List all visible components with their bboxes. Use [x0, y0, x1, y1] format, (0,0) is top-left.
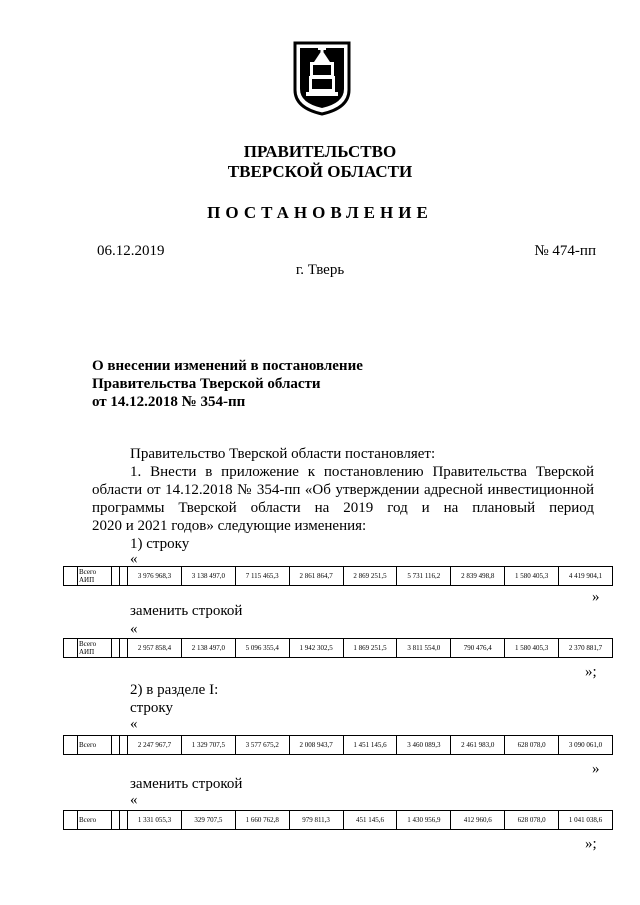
table-cell — [120, 811, 128, 830]
document-city: г. Тверь — [295, 262, 345, 278]
paragraph-line: области от 14.12.2018 № 354-пп «Об утверждении адресной инвестиционной — [92, 482, 594, 498]
table-cell: 1 660 762,8 — [235, 811, 289, 830]
table-cell: 3 138 497,0 — [181, 567, 235, 586]
table-cell: 4 419 904,1 — [559, 567, 613, 586]
table-cell: 1 580 405,3 — [505, 639, 559, 658]
table-cell: 2 861 864,7 — [289, 567, 343, 586]
replace-label: заменить строкой — [130, 603, 243, 619]
table-cell: 5 096 355,4 — [235, 639, 289, 658]
table-cell: 2 461 983,0 — [451, 736, 505, 755]
government-title-line2: ТВЕРСКОЙ ОБЛАСТИ — [227, 162, 413, 181]
table-cell: 1 041 038,6 — [559, 811, 613, 830]
table-cell-label: Всего — [78, 811, 112, 830]
table-cell-label: Всего — [78, 736, 112, 755]
table-cell: 2 839 498,8 — [451, 567, 505, 586]
document-type-title: ПОСТАНОВЛЕНИЕ — [207, 203, 433, 222]
government-title-line1: ПРАВИТЕЛЬСТВО — [243, 142, 397, 161]
table-cell: 451 145,6 — [343, 811, 397, 830]
table-cell: 2 869 251,5 — [343, 567, 397, 586]
item-1-label: 1) строку — [130, 536, 190, 552]
table-cell: 2 247 967,7 — [128, 736, 182, 755]
table-cell: 2 370 881,7 — [559, 639, 613, 658]
table-cell: 3 976 968,3 — [128, 567, 182, 586]
table-cell — [112, 811, 120, 830]
replace-label: заменить строкой — [130, 776, 243, 792]
subject-line: Правительства Тверской области — [92, 376, 321, 392]
table-cell — [112, 736, 120, 755]
table-cell: 412 960,6 — [451, 811, 505, 830]
table-cell: 1 329 707,5 — [181, 736, 235, 755]
item-2-row-label: строку — [130, 700, 173, 716]
table-cell: 329 707,5 — [181, 811, 235, 830]
table-cell: 1 331 055,3 — [128, 811, 182, 830]
table-cell — [120, 736, 128, 755]
table-row — [63, 735, 613, 755]
close-quote: » — [592, 589, 600, 605]
table-cell: 1 430 956,9 — [397, 811, 451, 830]
table-cell — [112, 639, 120, 658]
table-cell — [120, 567, 128, 586]
table-cell — [64, 736, 78, 755]
open-quote: « — [130, 792, 138, 808]
paragraph-line: 1. Внести в приложение к постановлению Правительства Тверской — [130, 464, 594, 480]
table-row — [63, 566, 613, 586]
table-cell — [64, 811, 78, 830]
table-cell-label: Всего АИП — [78, 639, 112, 658]
table-cell: 2 008 943,7 — [289, 736, 343, 755]
open-quote: « — [130, 716, 138, 732]
table-cell — [64, 639, 78, 658]
table-cell: 1 580 405,3 — [505, 567, 559, 586]
table-row — [63, 810, 613, 830]
table-cell: 1 869 251,5 — [343, 639, 397, 658]
document-date: 06.12.2019 — [97, 243, 165, 259]
table-cell: 628 078,0 — [505, 811, 559, 830]
open-quote: « — [130, 551, 138, 567]
table-cell: 2 957 858,4 — [128, 639, 182, 658]
table-cell: 2 138 497,0 — [181, 639, 235, 658]
table-cell: 1 451 145,6 — [343, 736, 397, 755]
subject-line: О внесении изменений в постановление — [92, 358, 363, 374]
table-cell — [64, 567, 78, 586]
intro-paragraph: Правительство Тверской области постановляет: — [130, 446, 436, 462]
close-quote-semicolon: »; — [585, 664, 597, 680]
table-row — [63, 638, 613, 658]
table-cell: 1 942 302,5 — [289, 639, 343, 658]
table-cell: 3 577 675,2 — [235, 736, 289, 755]
open-quote: « — [130, 621, 138, 637]
close-quote: » — [592, 761, 600, 777]
table-cell — [112, 567, 120, 586]
table-cell: 3 090 061,0 — [559, 736, 613, 755]
table-cell: 628 078,0 — [505, 736, 559, 755]
document-number: № 474-пп — [534, 243, 596, 259]
table-cell: 5 731 116,2 — [397, 567, 451, 586]
table-cell: 3 811 554,0 — [397, 639, 451, 658]
coat-of-arms-emblem — [292, 40, 352, 116]
table-cell: 3 460 089,3 — [397, 736, 451, 755]
paragraph-line: 2020 и 2021 годов» следующие изменения: — [92, 518, 367, 534]
table-cell: 790 476,4 — [451, 639, 505, 658]
item-2-label: 2) в разделе I: — [130, 682, 219, 698]
table-cell — [120, 639, 128, 658]
table-cell: 7 115 465,3 — [235, 567, 289, 586]
paragraph-line: программы Тверской области на 2019 год и на плановый период — [92, 500, 594, 516]
table-cell-label: Всего АИП — [78, 567, 112, 586]
subject-line: от 14.12.2018 № 354-пп — [92, 394, 246, 410]
close-quote-semicolon: »; — [585, 836, 597, 852]
table-cell: 979 811,3 — [289, 811, 343, 830]
